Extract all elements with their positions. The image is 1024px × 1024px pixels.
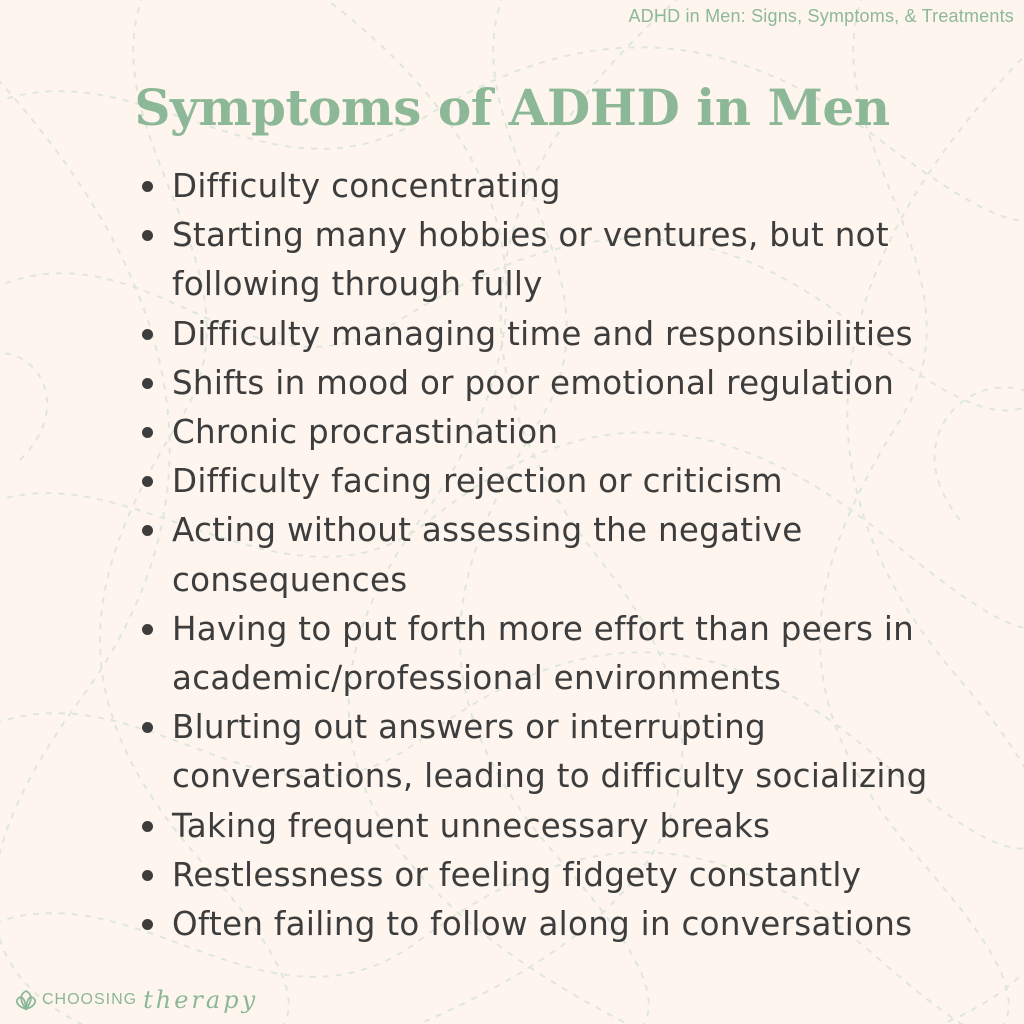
bullet-icon (142, 870, 153, 881)
list-item (140, 703, 940, 801)
list-item-text-continued: academic/professional environments (172, 659, 782, 698)
bullet-icon (142, 919, 153, 930)
logo-wordmark: CHOOSING (42, 991, 138, 1008)
bullet-icon (142, 525, 153, 536)
bullet-icon (142, 378, 153, 389)
page-title: Symptoms of ADHD in Men (134, 78, 890, 137)
list-item-text: Acting without assessing the negative (172, 511, 803, 550)
bullet-icon (142, 624, 153, 635)
list-item-text: Restlessness or feeling fidgety constantly (172, 855, 862, 894)
bullet-icon (142, 181, 153, 192)
list-item-text: Difficulty concentrating (172, 167, 561, 205)
bullet-icon (142, 329, 153, 340)
list-item-text: Having to put forth more effort than peers in (172, 609, 915, 648)
list-item (140, 802, 940, 851)
bullet-icon (142, 722, 153, 733)
list-item-text: Chronic procrastination (172, 413, 559, 452)
list-item-text: Taking frequent unnecessary breaks (172, 806, 771, 845)
list-item-text: Starting many hobbies or ventures, but not (172, 216, 889, 255)
list-item (140, 457, 940, 506)
leaf-icon (14, 988, 38, 1012)
list-item-text: Often failing to follow along in conversations (172, 905, 913, 944)
list-item-text: Shifts in mood or poor emotional regulation (172, 363, 895, 402)
bullet-icon (142, 427, 153, 438)
list-item-text: Difficulty facing rejection or criticism (172, 462, 783, 501)
symptom-list (140, 162, 940, 949)
brand-logo (14, 982, 258, 1018)
list-item-text-continued: conversations, leading to difficulty socializing (172, 757, 928, 796)
bullet-icon (142, 476, 153, 487)
list-item (140, 605, 940, 703)
list-item (140, 408, 940, 457)
logo-script-wordmark: therapy (143, 986, 259, 1014)
article-tag: ADHD in Men: Signs, Symptoms, & Treatments (628, 6, 1014, 26)
list-item-text-continued: consequences (172, 560, 408, 599)
list-item (140, 211, 940, 309)
list-item-text-continued: following through fully (172, 265, 543, 304)
list-item-text: Difficulty managing time and responsibilities (172, 314, 913, 353)
list-item (140, 506, 940, 604)
bullet-icon (142, 230, 153, 241)
list-item-text: Blurting out answers or interrupting (172, 708, 766, 747)
list-item (140, 359, 940, 408)
list-item (140, 162, 940, 211)
list-item (140, 900, 940, 949)
bullet-icon (142, 821, 153, 832)
list-item (140, 310, 940, 359)
list-item (140, 851, 940, 900)
